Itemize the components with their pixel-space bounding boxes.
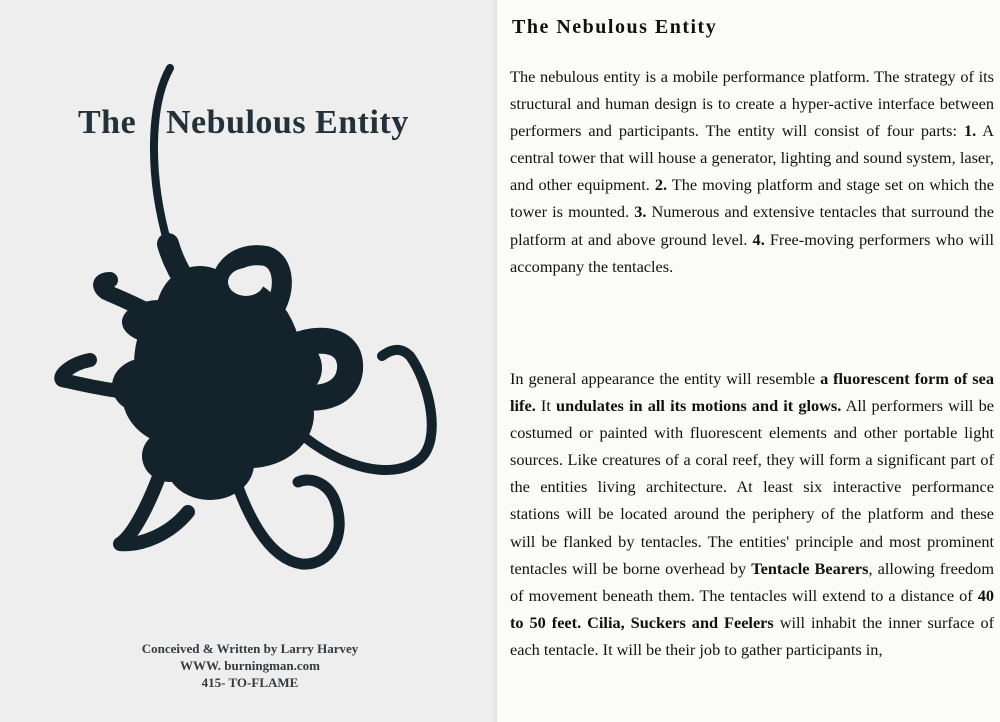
p2-bold-3: Tentacle Bearers: [751, 558, 869, 578]
cover-title-word-2: Nebulous Entity: [166, 104, 409, 141]
p1-text-1: The nebulous entity is a mobile performance platform. The strategy of its structural and human design is to create a hyper-active interface between performers and participants. The entity will consist of four parts:: [510, 67, 994, 141]
credit-website: WWW. burningman.com: [179, 658, 321, 673]
octopus-silhouette: [50, 64, 450, 584]
cover-credits: [120, 640, 380, 691]
p1-number-2: 2.: [654, 175, 668, 195]
p2-text-3: All performers will be costumed or painted with fluorescent elements and other portable light sources. Like creatures of a coral reef, they will form a significant part of the entities living architecture. At least six interactive performance stations will be located around the periphery of the platform and these will be flanked by tentacles. The entities' principle and most prominent tentacles will be borne overhead by: [510, 396, 994, 578]
p2-bold-2: undulates in all its motions and it glows.: [556, 396, 842, 416]
p2-text-6: will inhabit the inner surface of each tentacle. It will be their job to gather participants in,: [510, 612, 995, 659]
p1-number-4: 4.: [752, 229, 765, 249]
p2-bold-4: 40 to 50 feet.: [510, 585, 994, 632]
p2-text-4: , allowing freedom of movement beneath them. The tentacles will extend to a distance of: [510, 558, 994, 605]
credit-phone: 415- TO-FLAME: [201, 675, 299, 690]
paragraph-overview: [510, 63, 994, 280]
text-page: [497, 0, 1000, 722]
p1-text-5: Free-moving performers who will accompany the tentacles.: [510, 229, 994, 276]
page-heading: The Nebulous Entity: [512, 16, 718, 38]
credit-author: Conceived & Written by Larry Harvey: [141, 641, 359, 656]
p2-text-1: In general appearance the entity will resemble: [510, 369, 821, 388]
p2-bold-1: a fluorescent form of sea life.: [510, 369, 994, 416]
p1-text-2: A central tower that will house a generator, lighting and sound system, laser, and other equipment.: [510, 121, 994, 195]
booklet-cover: [0, 0, 497, 722]
p1-text-3: The moving platform and stage set on which the tower is mounted.: [510, 175, 994, 222]
p1-text-4: Numerous and extensive tentacles that surround the platform at and above ground level.: [510, 202, 995, 249]
p2-bold-5: Cilia, Suckers and Feelers: [587, 612, 774, 632]
p1-number-3: 3.: [634, 202, 647, 222]
p1-number-1: 1.: [963, 121, 977, 141]
cover-title-word-1: The: [78, 104, 137, 141]
paragraph-appearance: [510, 365, 994, 663]
p2-text-2: It: [535, 396, 557, 416]
